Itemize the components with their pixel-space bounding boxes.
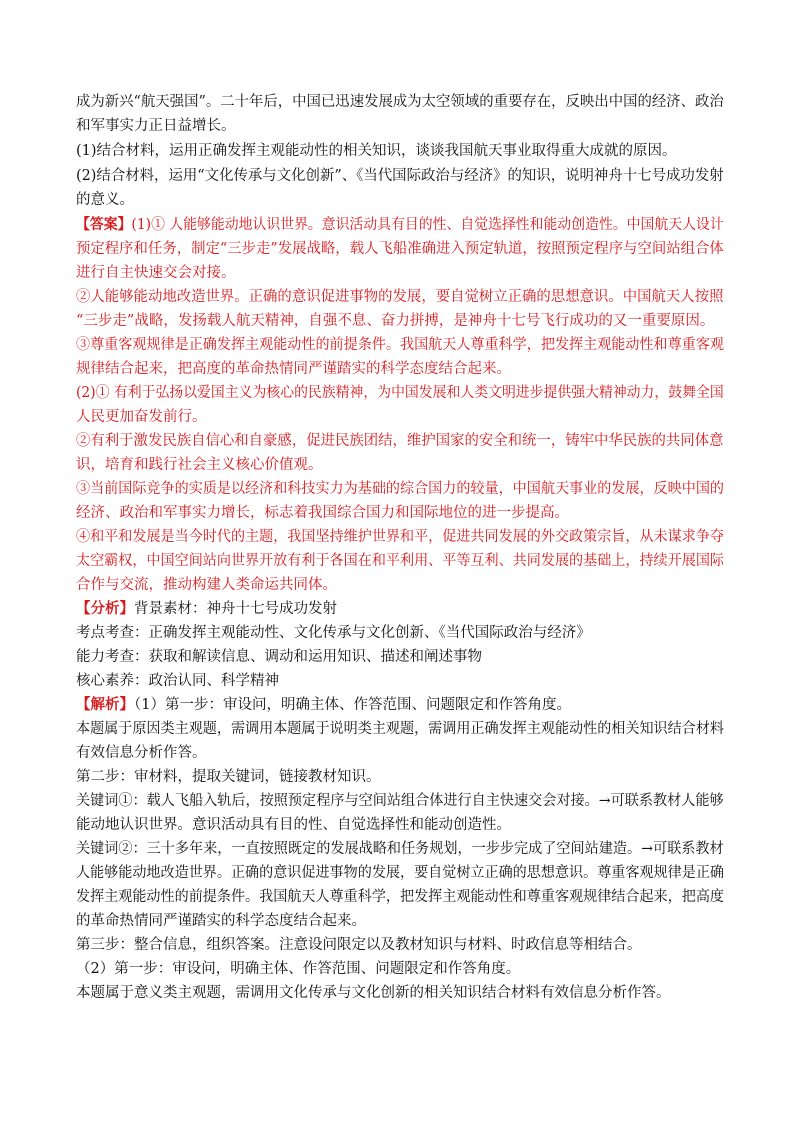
analysis-section <box>76 597 724 693</box>
answer-p1-line-3: 进行自主快速交会对接。 <box>76 265 236 281</box>
explanation-line-6: 能动地认识世界。意识活动具有目的性、自觉选择性和能动创造性。 <box>76 817 511 833</box>
answer-p5-line-2: 识，培育和践行社会主义核心价值观。 <box>76 457 323 473</box>
explanation-line-11: 第三步：整合信息，组织答案。注意设问限定以及教材知识与材料、时政信息等相结合。 <box>76 937 642 953</box>
explanation-line-12: （2）第一步：审设问，明确主体、作答范围、问题限定和作答角度。 <box>76 961 521 977</box>
question-2-line-2: 的意义。 <box>76 192 134 208</box>
context-line-1: 成为新兴“航天强国”。二十年后，中国已迅速发展成为太空领域的重要存在，反映出中国的经济、政治 <box>76 94 724 110</box>
answer-p4-line-1: (2)① 有利于弘扬以爱国主义为核心的民族精神，为中国发展和人类文明进步提供强大精神动力，鼓舞全国 <box>76 385 724 401</box>
analysis-background: 背景素材：神舟十七号成功发射 <box>134 601 337 617</box>
explanation-line-9: 发挥主观能动性的前提条件。我国航天人尊重科学，把发挥主观能动性和尊重客观规律结合起来，把高度 <box>76 889 724 905</box>
explanation-line-5: 关键词①：载人飞船入轨后，按照预定程序与空间站组合体进行自主快速交会对接。→可联系教材人能够 <box>76 793 724 809</box>
explanation-line-3: 有效信息分析作答。 <box>76 745 207 761</box>
explanation-line-13: 本题属于意义类主观题，需调用文化传承与文化创新的相关知识结合材料有效信息分析作答。 <box>76 985 671 1001</box>
explanation-label: 【解析】 <box>76 696 134 713</box>
analysis-kaodian: 考点考查：正确发挥主观能动性、文化传承与文化创新、《当代国际政治与经济》 <box>76 625 591 641</box>
explanation-step1: （1）第一步：审设问，明确主体、作答范围、问题限定和作答角度。 <box>134 697 571 713</box>
analysis-line-1 <box>76 597 724 621</box>
answer-p7-line-1: ④和平和发展是当今时代的主题，我国坚持维护世界和平，促进共同发展的外交政策宗旨，从未谋求争夺 <box>76 529 724 545</box>
answer-line-1 <box>76 213 724 237</box>
explanation-line-7: 关键词②：三十多年来，一直按照既定的发展战略和任务规划，一步步完成了空间站建造。→可联系教材 <box>76 841 724 857</box>
question-2 <box>76 164 724 212</box>
explanation-line-1 <box>76 693 724 717</box>
analysis-nengli: 能力考查：获取和解读信息、调动和运用知识、描述和阐述事物 <box>76 649 482 665</box>
answer-p6-line-1: ③当前国际竞争的实质是以经济和科技实力为基础的综合国力的较量，中国航天事业的发展，反映中国的 <box>76 481 724 497</box>
question-1-text: (1)结合材料，运用正确发挥主观能动性的相关知识，谈谈我国航天事业取得重大成就的原因。 <box>76 143 677 159</box>
answer-p4-line-2: 人民更加奋发前行。 <box>76 409 207 425</box>
answer-p1-line-1: (1)① 人能够能动地认识世界。意识活动具有目的性、自觉选择性和能动创造性。中国航天人设计 <box>131 217 724 233</box>
explanation-line-10: 的革命热情同严谨踏实的科学态度结合起来。 <box>76 913 366 929</box>
explanation-line-2: 本题属于原因类主观题，需调用本题属于说明类主观题，需调用正确发挥主观能动性的相关知识结合材料 <box>76 721 724 737</box>
answer-p1-line-2: 预定程序和任务，制定“三步走”发展战略，载人飞船准确进入预定轨道，按照预定程序与空间站组合体 <box>76 241 724 257</box>
answer-p3-line-2: 规律结合起来，把高度的革命热情同严谨踏实的科学态度结合起来。 <box>76 361 511 377</box>
answer-section <box>76 213 724 597</box>
answer-p6-line-2: 经济、政治和军事实力增长，标志着我国综合国力和国际地位的进一步提高。 <box>76 505 569 521</box>
context-line-2: 和军事实力正日益增长。 <box>76 118 236 134</box>
explanation-line-8: 人能够能动地改造世界。正确的意识促进事物的发展，要自觉树立正确的思想意识。尊重客观规律是正确 <box>76 865 724 881</box>
answer-p7-line-2: 太空霸权，中国空间站向世界开放有利于各国在和平利用、平等互利、共同发展的基础上，持续开展国际 <box>76 553 724 569</box>
answer-label: 【答案】 <box>76 216 132 233</box>
answer-p7-line-3: 合作与交流，推动构建人类命运共同体。 <box>76 577 337 593</box>
explanation-section <box>76 693 724 1005</box>
explanation-line-4: 第二步：审材料，提取关键词，链接教材知识。 <box>76 769 381 785</box>
answer-p2-line-1: ②人能够能动地改造世界。正确的意识促进事物的发展，要自觉树立正确的思想意识。中国航天人按照 <box>76 289 724 305</box>
question-1 <box>76 139 724 163</box>
analysis-suyang: 核心素养：政治认同、科学精神 <box>76 673 279 689</box>
question-2-line-1: (2)结合材料，运用“文化传承与文化创新”、《当代国际政治与经济》的知识，说明神舟十七号成功发射 <box>76 168 724 184</box>
answer-p5-line-1: ②有利于激发民族自信心和自豪感，促进民族团结，维护国家的安全和统一，铸牢中华民族的共同体意 <box>76 433 724 449</box>
answer-p2-line-2: “三步走”战略，发扬载人航天精神，自强不息、奋力拼搏，是神舟十七号飞行成功的又一重要原因。 <box>76 313 715 329</box>
question-context <box>76 90 724 138</box>
answer-p3-line-1: ③尊重客观规律是正确发挥主观能动性的前提条件。我国航天人尊重科学，把发挥主观能动性和尊重客观 <box>76 337 724 353</box>
analysis-label: 【分析】 <box>76 600 134 617</box>
